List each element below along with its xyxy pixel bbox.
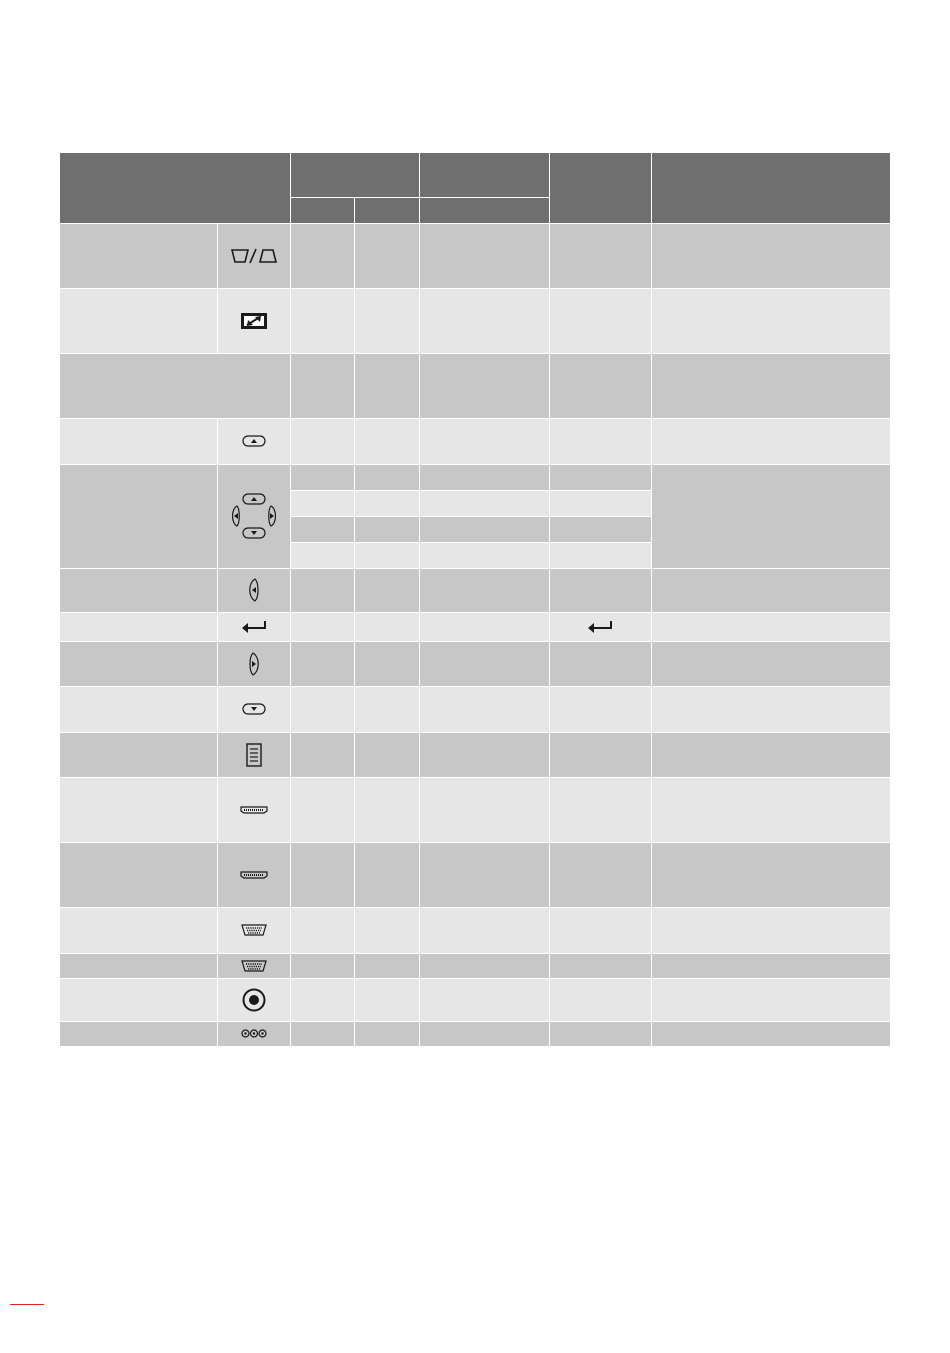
table-row-left xyxy=(60,568,890,612)
video-input-icon xyxy=(242,988,266,1012)
table-row-menu xyxy=(60,732,890,777)
down-key-icon xyxy=(242,703,266,715)
table-row-aspect-icon-cell xyxy=(217,288,290,353)
row-divider xyxy=(60,842,890,843)
enter-icon xyxy=(241,620,267,634)
row-divider xyxy=(60,907,890,908)
keypad-subrow-divider xyxy=(290,542,651,543)
row-divider xyxy=(60,568,890,569)
table-row-down-icon-cell xyxy=(217,686,290,732)
table-row-hdmi-2 xyxy=(60,842,890,907)
column-divider xyxy=(290,153,291,1046)
column-divider xyxy=(354,197,355,1046)
column-divider xyxy=(217,418,218,1046)
row-divider xyxy=(60,641,890,642)
enter-icon xyxy=(587,620,613,634)
keypad-subrow-3 xyxy=(290,516,651,542)
hdmi-port-icon xyxy=(240,871,268,879)
left-key-icon xyxy=(247,578,261,602)
column-divider xyxy=(217,223,218,353)
table-header xyxy=(60,153,890,223)
keypad-subrow-divider xyxy=(290,490,651,491)
keypad-subrow-1 xyxy=(290,464,651,490)
four-way-keypad-icon xyxy=(229,493,279,539)
table-row-down xyxy=(60,686,890,732)
vga-port-icon xyxy=(241,960,267,972)
table-row-enter xyxy=(60,612,890,641)
keystone-icon xyxy=(230,247,278,265)
table-row-hdmi-1-icon-cell xyxy=(217,777,290,842)
table-row-up xyxy=(60,418,890,464)
column-divider xyxy=(419,153,420,1046)
up-key-icon xyxy=(242,435,266,447)
row-divider xyxy=(60,732,890,733)
table-row-keystone xyxy=(60,223,890,288)
row-divider xyxy=(60,418,890,419)
row-divider xyxy=(60,686,890,687)
keypad-subrow-2 xyxy=(290,490,651,516)
table-row-vga-2 xyxy=(60,953,890,978)
footer-accent-line xyxy=(10,1304,44,1305)
menu-icon xyxy=(246,743,262,767)
table-row-component-icon-cell xyxy=(217,1021,290,1046)
table-row-vga-1-icon-cell xyxy=(217,907,290,953)
table-row-component xyxy=(60,1021,890,1046)
vga-port-icon xyxy=(241,924,267,936)
table-row-hdmi-1 xyxy=(60,777,890,842)
table-row-hdmi-2-icon-cell xyxy=(217,842,290,907)
table-row-vga-2-icon-cell xyxy=(217,953,290,978)
row-divider xyxy=(60,953,890,954)
aspect-ratio-icon xyxy=(241,313,267,329)
row-divider xyxy=(60,464,890,465)
table-row-vga-1 xyxy=(60,907,890,953)
hdmi-port-icon xyxy=(240,806,268,814)
column-divider xyxy=(549,153,550,1046)
table-row-enter-code-icon-cell xyxy=(549,612,651,641)
table-row-aspect xyxy=(60,288,890,353)
row-divider xyxy=(60,288,890,289)
keypad-subrow-4 xyxy=(290,542,651,568)
keypad-subrow-divider xyxy=(290,516,651,517)
table-row-plain xyxy=(60,353,890,418)
table-row-keypad-icon-cell xyxy=(217,464,290,568)
row-divider xyxy=(60,353,890,354)
remote-codes-table xyxy=(60,153,890,1046)
table-row-keystone-icon-cell xyxy=(217,223,290,288)
table-row-menu-icon-cell xyxy=(217,732,290,777)
row-divider xyxy=(60,223,890,224)
row-divider xyxy=(60,978,890,979)
table-row-video-icon-cell xyxy=(217,978,290,1021)
table-row-video xyxy=(60,978,890,1021)
table-row-up-icon-cell xyxy=(217,418,290,464)
row-divider xyxy=(60,777,890,778)
table-row-enter-icon-cell xyxy=(217,612,290,641)
column-divider xyxy=(651,153,652,1046)
table-row-left-icon-cell xyxy=(217,568,290,612)
table-row-right xyxy=(60,641,890,686)
right-key-icon xyxy=(247,652,261,676)
row-divider xyxy=(60,612,890,613)
component-input-icon xyxy=(241,1029,267,1038)
row-divider xyxy=(60,1021,890,1022)
table-row-right-icon-cell xyxy=(217,641,290,686)
